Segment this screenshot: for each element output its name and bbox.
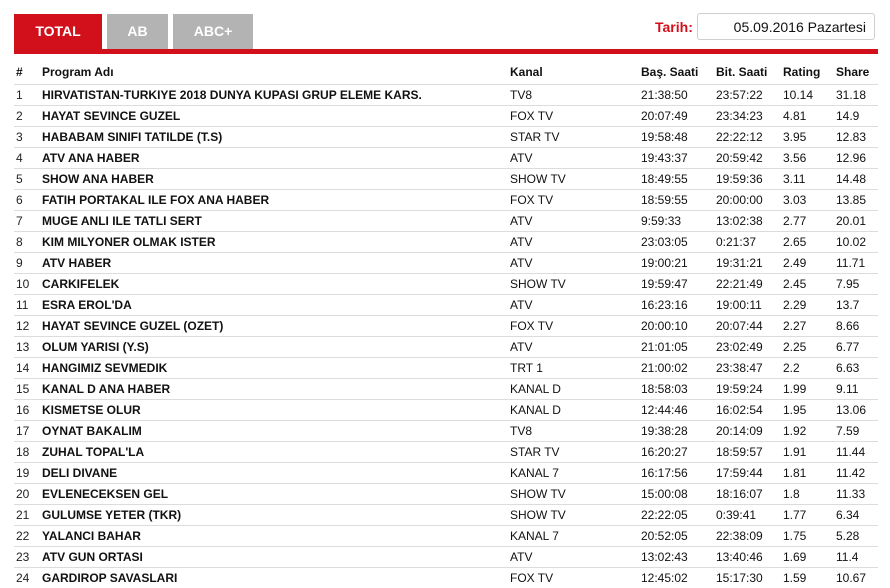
cell-end-time: 22:38:09 [714,526,781,547]
cell-rank: 4 [14,148,40,169]
table-row[interactable] [14,274,878,295]
cell-rank: 24 [14,568,40,588]
cell-end-time: 19:31:21 [714,253,781,274]
table-row[interactable] [14,127,878,148]
cell-channel: KANAL D [508,400,639,421]
cell-rank: 12 [14,316,40,337]
cell-channel: ATV [508,337,639,358]
table-row[interactable] [14,442,878,463]
cell-rank: 15 [14,379,40,400]
cell-start-time: 12:44:46 [639,400,714,421]
cell-rank: 13 [14,337,40,358]
cell-end-time: 20:14:09 [714,421,781,442]
cell-program-name: SHOW ANA HABER [40,169,508,190]
cell-share: 11.33 [834,484,878,505]
tab-total[interactable]: TOTAL [14,14,102,49]
cell-rating: 1.59 [781,568,834,588]
cell-rank: 17 [14,421,40,442]
cell-rating: 3.03 [781,190,834,211]
tab-underline [14,49,878,54]
cell-start-time: 20:00:10 [639,316,714,337]
table-row[interactable] [14,421,878,442]
cell-end-time: 20:07:44 [714,316,781,337]
cell-program-name: KANAL D ANA HABER [40,379,508,400]
cell-rating: 1.99 [781,379,834,400]
cell-end-time: 18:16:07 [714,484,781,505]
table-header-row [14,60,878,85]
cell-end-time: 23:02:49 [714,337,781,358]
cell-channel: FOX TV [508,316,639,337]
cell-rating: 2.29 [781,295,834,316]
cell-rating: 2.25 [781,337,834,358]
cell-start-time: 20:07:49 [639,106,714,127]
table-row[interactable] [14,232,878,253]
table-row[interactable] [14,400,878,421]
cell-share: 7.59 [834,421,878,442]
cell-channel: ATV [508,295,639,316]
cell-rating: 2.49 [781,253,834,274]
cell-share: 6.34 [834,505,878,526]
cell-channel: KANAL 7 [508,463,639,484]
cell-program-name: OLUM YARISI (Y.S) [40,337,508,358]
cell-program-name: FATIH PORTAKAL ILE FOX ANA HABER [40,190,508,211]
cell-rating: 4.81 [781,106,834,127]
cell-share: 9.11 [834,379,878,400]
cell-share: 7.95 [834,274,878,295]
cell-program-name: OYNAT BAKALIM [40,421,508,442]
cell-rank: 10 [14,274,40,295]
cell-start-time: 21:38:50 [639,85,714,106]
cell-rank: 8 [14,232,40,253]
cell-program-name: HABABAM SINIFI TATILDE (T.S) [40,127,508,148]
cell-rank: 2 [14,106,40,127]
table-row[interactable] [14,463,878,484]
cell-share: 13.06 [834,400,878,421]
header-channel[interactable]: Kanal [508,60,639,85]
cell-channel: FOX TV [508,106,639,127]
cell-channel: STAR TV [508,442,639,463]
cell-rank: 11 [14,295,40,316]
cell-share: 11.42 [834,463,878,484]
table-row[interactable] [14,106,878,127]
cell-rank: 23 [14,547,40,568]
cell-end-time: 22:22:12 [714,127,781,148]
cell-start-time: 12:45:02 [639,568,714,588]
cell-rank: 21 [14,505,40,526]
cell-rating: 1.8 [781,484,834,505]
header-rating[interactable]: Rating [781,60,834,85]
cell-program-name: EVLENECEKSEN GEL [40,484,508,505]
cell-share: 14.9 [834,106,878,127]
cell-program-name: ESRA EROL'DA [40,295,508,316]
cell-end-time: 18:59:57 [714,442,781,463]
cell-rank: 5 [14,169,40,190]
cell-program-name: CARKIFELEK [40,274,508,295]
cell-channel: ATV [508,148,639,169]
cell-end-time: 19:59:36 [714,169,781,190]
cell-channel: ATV [508,211,639,232]
table-row[interactable] [14,568,878,588]
cell-start-time: 21:00:02 [639,358,714,379]
cell-rating: 1.81 [781,463,834,484]
table-row[interactable] [14,358,878,379]
cell-start-time: 19:59:47 [639,274,714,295]
cell-channel: KANAL 7 [508,526,639,547]
header-end-time[interactable]: Bit. Saati [714,60,781,85]
cell-end-time: 0:21:37 [714,232,781,253]
table-row[interactable] [14,379,878,400]
cell-channel: SHOW TV [508,169,639,190]
cell-program-name: HAYAT SEVINCE GUZEL [40,106,508,127]
cell-rank: 7 [14,211,40,232]
cell-start-time: 9:59:33 [639,211,714,232]
cell-share: 6.77 [834,337,878,358]
cell-end-time: 23:34:23 [714,106,781,127]
table-row[interactable] [14,505,878,526]
cell-start-time: 22:22:05 [639,505,714,526]
cell-channel: SHOW TV [508,274,639,295]
cell-rating: 1.77 [781,505,834,526]
header-start-time[interactable]: Baş. Saati [639,60,714,85]
cell-rating: 2.77 [781,211,834,232]
cell-program-name: ZUHAL TOPAL'LA [40,442,508,463]
cell-program-name: ATV HABER [40,253,508,274]
cell-channel: TV8 [508,85,639,106]
cell-channel: KANAL D [508,379,639,400]
cell-share: 6.63 [834,358,878,379]
table-row[interactable] [14,337,878,358]
cell-end-time: 13:40:46 [714,547,781,568]
cell-start-time: 18:49:55 [639,169,714,190]
cell-start-time: 16:20:27 [639,442,714,463]
cell-start-time: 16:23:16 [639,295,714,316]
cell-start-time: 16:17:56 [639,463,714,484]
header-rank[interactable]: # [14,60,40,85]
cell-rank: 19 [14,463,40,484]
cell-start-time: 18:59:55 [639,190,714,211]
cell-start-time: 13:02:43 [639,547,714,568]
header-program[interactable]: Program Adı [40,60,508,85]
cell-start-time: 15:00:08 [639,484,714,505]
cell-share: 8.66 [834,316,878,337]
cell-rank: 9 [14,253,40,274]
table-row[interactable] [14,169,878,190]
cell-share: 14.48 [834,169,878,190]
cell-rank: 18 [14,442,40,463]
cell-share: 31.18 [834,85,878,106]
table-row[interactable] [14,148,878,169]
cell-rating: 2.45 [781,274,834,295]
table-row[interactable] [14,484,878,505]
cell-start-time: 18:58:03 [639,379,714,400]
cell-start-time: 23:03:05 [639,232,714,253]
cell-channel: FOX TV [508,190,639,211]
cell-start-time: 19:38:28 [639,421,714,442]
cell-rating: 3.56 [781,148,834,169]
cell-end-time: 0:39:41 [714,505,781,526]
cell-rank: 6 [14,190,40,211]
cell-rank: 3 [14,127,40,148]
cell-share: 5.28 [834,526,878,547]
table-row[interactable] [14,526,878,547]
cell-rating: 3.95 [781,127,834,148]
table-row[interactable] [14,316,878,337]
cell-channel: TRT 1 [508,358,639,379]
cell-rank: 20 [14,484,40,505]
cell-program-name: ATV ANA HABER [40,148,508,169]
cell-start-time: 19:00:21 [639,253,714,274]
cell-program-name: MUGE ANLI ILE TATLI SERT [40,211,508,232]
cell-share: 20.01 [834,211,878,232]
cell-program-name: KIM MILYONER OLMAK ISTER [40,232,508,253]
cell-start-time: 19:58:48 [639,127,714,148]
cell-channel: SHOW TV [508,484,639,505]
cell-rating: 3.11 [781,169,834,190]
cell-program-name: HAYAT SEVINCE GUZEL (OZET) [40,316,508,337]
cell-program-name: HIRVATISTAN-TURKIYE 2018 DUNYA KUPASI GRUP ELEME KARS. [40,85,508,106]
table-row[interactable] [14,190,878,211]
table-row[interactable] [14,295,878,316]
cell-end-time: 20:59:42 [714,148,781,169]
cell-end-time: 13:02:38 [714,211,781,232]
cell-end-time: 15:17:30 [714,568,781,588]
cell-end-time: 19:59:24 [714,379,781,400]
cell-start-time: 20:52:05 [639,526,714,547]
cell-share: 11.44 [834,442,878,463]
cell-share: 10.67 [834,568,878,588]
cell-share: 11.4 [834,547,878,568]
cell-rating: 1.91 [781,442,834,463]
cell-channel: TV8 [508,421,639,442]
cell-channel: ATV [508,253,639,274]
cell-program-name: GARDIROP SAVASLARI [40,568,508,588]
cell-rank: 16 [14,400,40,421]
tab-abc-plus[interactable]: ABC+ [173,14,253,49]
cell-program-name: HANGIMIZ SEVMEDIK [40,358,508,379]
cell-program-name: DELI DIVANE [40,463,508,484]
cell-channel: ATV [508,232,639,253]
cell-end-time: 16:02:54 [714,400,781,421]
date-label: Tarih: [655,19,693,35]
cell-rank: 1 [14,85,40,106]
date-picker[interactable]: 05.09.2016 Pazartesi [697,13,875,40]
cell-program-name: KISMETSE OLUR [40,400,508,421]
table-row[interactable] [14,85,878,106]
cell-share: 12.96 [834,148,878,169]
cell-share: 10.02 [834,232,878,253]
cell-end-time: 19:00:11 [714,295,781,316]
table-row[interactable] [14,211,878,232]
cell-rating: 2.2 [781,358,834,379]
cell-channel: SHOW TV [508,505,639,526]
cell-channel: STAR TV [508,127,639,148]
cell-share: 13.7 [834,295,878,316]
cell-start-time: 19:43:37 [639,148,714,169]
cell-end-time: 22:21:49 [714,274,781,295]
cell-program-name: GULUMSE YETER (TKR) [40,505,508,526]
table-row[interactable] [14,547,878,568]
cell-rating: 2.27 [781,316,834,337]
cell-rating: 1.92 [781,421,834,442]
header-share[interactable]: Share [834,60,878,85]
cell-share: 12.83 [834,127,878,148]
cell-rating: 2.65 [781,232,834,253]
table-row[interactable] [14,253,878,274]
cell-rating: 10.14 [781,85,834,106]
cell-rating: 1.75 [781,526,834,547]
cell-end-time: 17:59:44 [714,463,781,484]
cell-program-name: YALANCI BAHAR [40,526,508,547]
tab-ab[interactable]: AB [107,14,168,49]
cell-start-time: 21:01:05 [639,337,714,358]
cell-program-name: ATV GUN ORTASI [40,547,508,568]
ratings-table [14,60,878,588]
cell-share: 11.71 [834,253,878,274]
cell-end-time: 23:57:22 [714,85,781,106]
cell-rating: 1.69 [781,547,834,568]
cell-channel: ATV [508,547,639,568]
cell-rank: 22 [14,526,40,547]
cell-rank: 14 [14,358,40,379]
cell-end-time: 20:00:00 [714,190,781,211]
cell-end-time: 23:38:47 [714,358,781,379]
cell-rating: 1.95 [781,400,834,421]
cell-channel: FOX TV [508,568,639,588]
cell-share: 13.85 [834,190,878,211]
